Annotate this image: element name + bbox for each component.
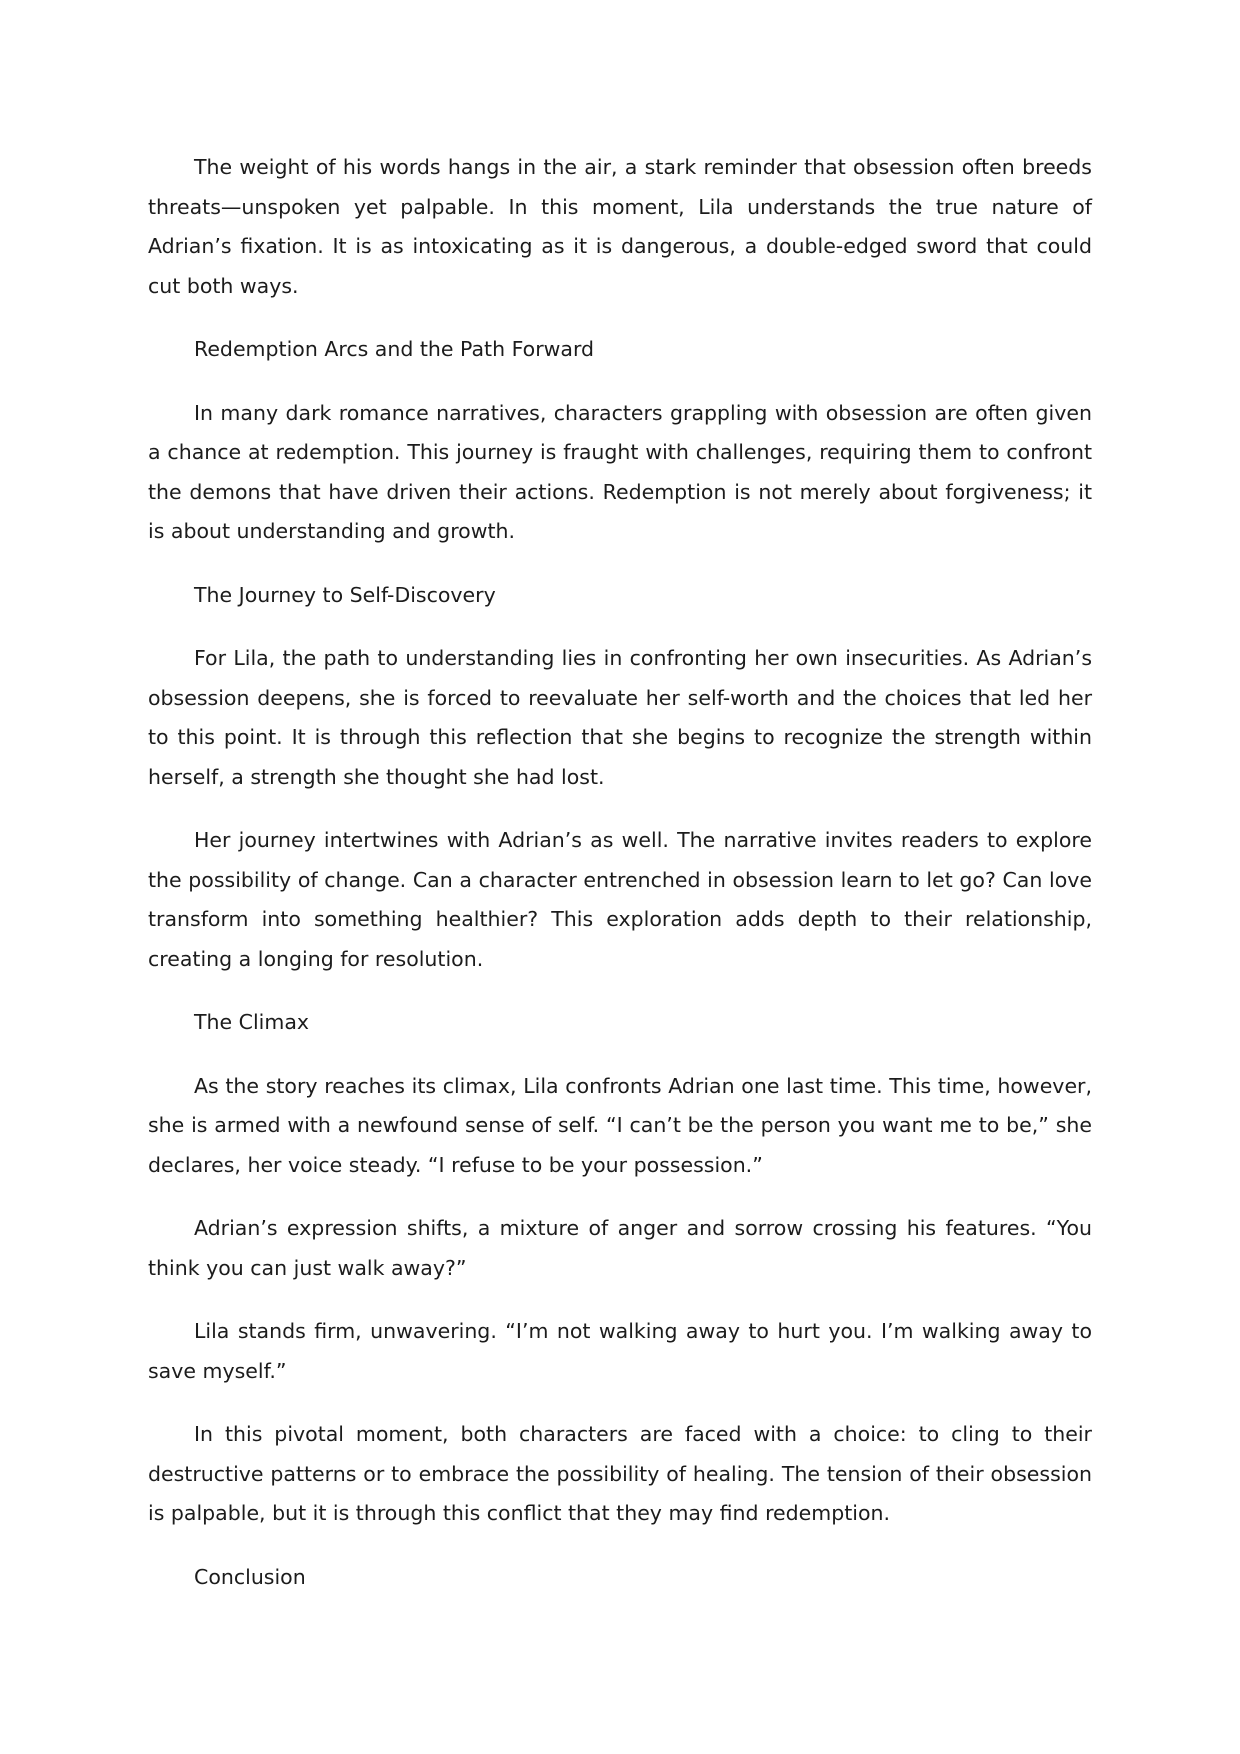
- section-heading-redemption-arcs: Redemption Arcs and the Path Forward: [194, 337, 595, 361]
- section-heading-climax: The Climax: [194, 1010, 310, 1034]
- paragraph-journey-intertwines: Her journey intertwines with Adrian’s as well. The narrative invites readers to explore the possibility of change. Can a character entrenched in obsession learn to let go? Can love transform into something healthier? This exploration adds depth to their relationship, creating a longing for resolution.: [148, 828, 1092, 971]
- paragraph-obsession-threats: The weight of his words hangs in the air, a stark reminder that obsession often breeds threats—unspoken yet palpable. In this moment, Lila understands the true nature of Adrian’s fixation. It is as intoxicating as it is dangerous, a double-edged sword that could cut both ways.: [148, 155, 1092, 298]
- section-heading-conclusion: Conclusion: [194, 1564, 306, 1589]
- paragraph-lila-stands-firm: Lila stands firm, unwavering. “I’m not walking away to hurt you. I’m walking away to save myself.”: [148, 1319, 1092, 1383]
- section-heading-self-discovery: The Journey to Self-Discovery: [194, 582, 496, 607]
- document-body: [148, 148, 1092, 1621]
- paragraph-confrontation: As the story reaches its climax, Lila confronts Adrian one last time. This time, however, she is armed with a newfound sense of self. “I can’t be the person you want me to be,” she declares, her voice steady. “I refuse to be your possession.”: [148, 1073, 1092, 1177]
- paragraph-adrian-expression: Adrian’s expression shifts, a mixture of anger and sorrow crossing his features. “You think you can just walk away?”: [148, 1216, 1092, 1280]
- paragraph-pivotal-moment: In this pivotal moment, both characters are faced with a choice: to cling to their destructive patterns or to embrace the possibility of healing. The tension of their obsession is palpable, but it is through this conflict that they may find redemption.: [148, 1422, 1092, 1525]
- paragraph-redemption-chance: In many dark romance narratives, characters grappling with obsession are often given a chance at redemption. This journey is fraught with challenges, requiring them to confront the demons that have driven their actions. Redemption is not merely about forgiveness; it is about understanding and growth.: [148, 400, 1092, 543]
- paragraph-lila-path: For Lila, the path to understanding lies in confronting her own insecurities. As Adrian’s obsession deepens, she is forced to reevaluate her self-worth and the choices that led her to this point. It is through this reflection that she begins to recognize the strength within herself, a strength she thought she had lost.: [148, 646, 1092, 789]
